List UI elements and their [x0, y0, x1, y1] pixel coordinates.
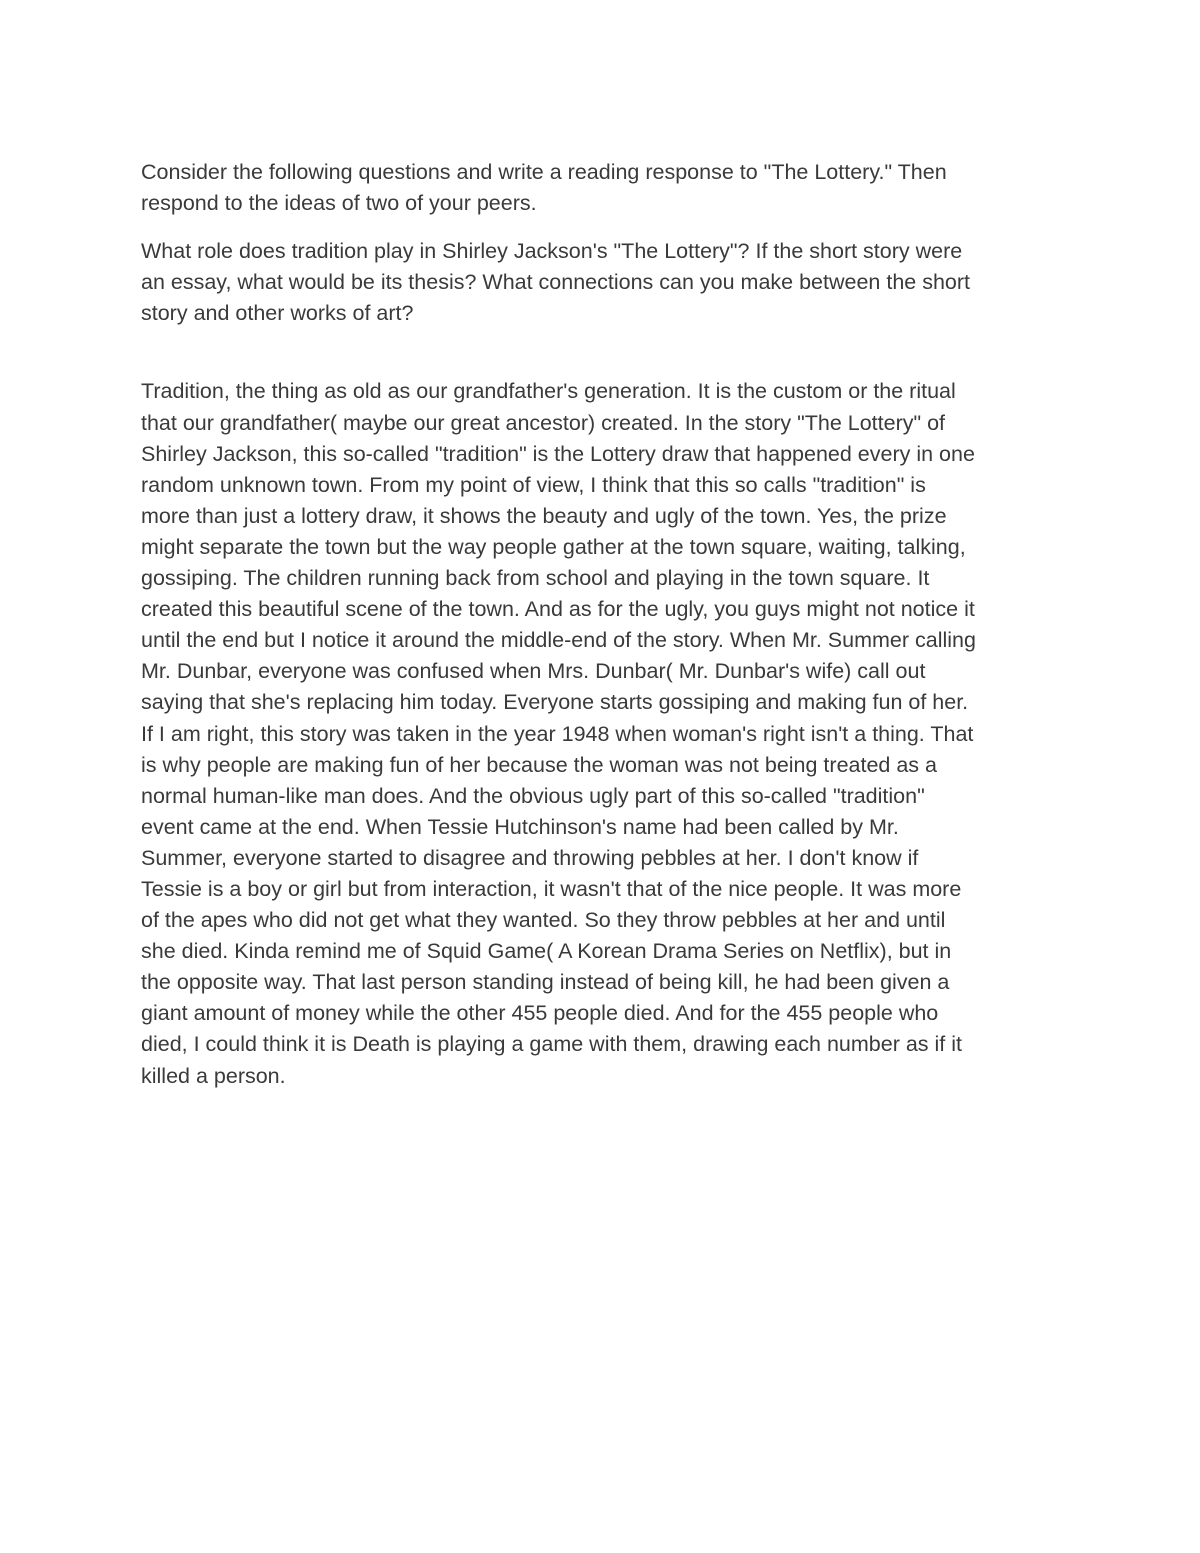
text-line: the opposite way. That last person standing instead of being kill, he had been given a	[141, 970, 950, 995]
text-line: respond to the ideas of two of your peers.	[141, 191, 537, 216]
text-line: of the apes who did not get what they wanted. So they throw pebbles at her and until	[141, 908, 946, 933]
text-line: gossiping. The children running back from school and playing in the town square. It	[141, 566, 930, 591]
text-line: saying that she's replacing him today. Everyone starts gossiping and making fun of her.	[141, 690, 969, 715]
text-line: What role does tradition play in Shirley Jackson's "The Lottery"? If the short story were	[141, 239, 963, 264]
text-line: Tradition, the thing as old as our grandfather's generation. It is the custom or the ritual	[141, 379, 956, 404]
reading-response	[141, 376, 1081, 1091]
document-body	[141, 157, 1081, 1092]
text-line: that our grandfather( maybe our great ancestor) created. In the story "The Lottery" of	[141, 410, 946, 435]
text-line: Mr. Dunbar, everyone was confused when Mrs. Dunbar( Mr. Dunbar's wife) call out	[141, 659, 926, 684]
text-line: killed a person.	[141, 1063, 286, 1088]
text-line: is why people are making fun of her because the woman was not being treated as a	[141, 752, 937, 777]
text-line: she died. Kinda remind me of Squid Game( A Korean Drama Series on Netflix), but in	[141, 939, 952, 964]
text-line: until the end but I notice it around the middle-end of the story. When Mr. Summer calling	[141, 628, 976, 653]
text-line: giant amount of money while the other 455 people died. And for the 455 people who	[141, 1001, 939, 1026]
text-line: If I am right, this story was taken in the year 1948 when woman's right isn't a thing. That	[141, 721, 974, 746]
text-line: story and other works of art?	[141, 301, 414, 326]
text-line: more than just a lottery draw, it shows the beauty and ugly of the town. Yes, the prize	[141, 503, 947, 528]
text-line: died, I could think it is Death is playing a game with them, drawing each number as if it	[141, 1032, 962, 1057]
text-line: Consider the following questions and write a reading response to "The Lottery." Then	[141, 160, 947, 184]
text-line: random unknown town. From my point of view, I think that this so calls "tradition" is	[141, 472, 926, 497]
text-line: created this beautiful scene of the town. And as for the ugly, you guys might not notice it	[141, 597, 975, 622]
text-line: an essay, what would be its thesis? What connections can you make between the short	[141, 270, 971, 295]
text-line: might separate the town but the way people gather at the town square, waiting, talking,	[141, 534, 966, 559]
text-line: normal human-like man does. And the obvious ugly part of this so-called "tradition"	[141, 783, 925, 808]
text-line: Summer, everyone started to disagree and throwing pebbles at her. I don't know if	[141, 845, 919, 870]
prompt-questions	[141, 236, 1081, 329]
text-line: Shirley Jackson, this so-called "tradition" is the Lottery draw that happened every in one	[141, 441, 975, 466]
text-line: event came at the end. When Tessie Hutchinson's name had been called by Mr.	[141, 814, 899, 839]
prompt-instructions	[141, 157, 1081, 219]
text-line: Tessie is a boy or girl but from interaction, it wasn't that of the nice people. It was more	[141, 876, 962, 901]
